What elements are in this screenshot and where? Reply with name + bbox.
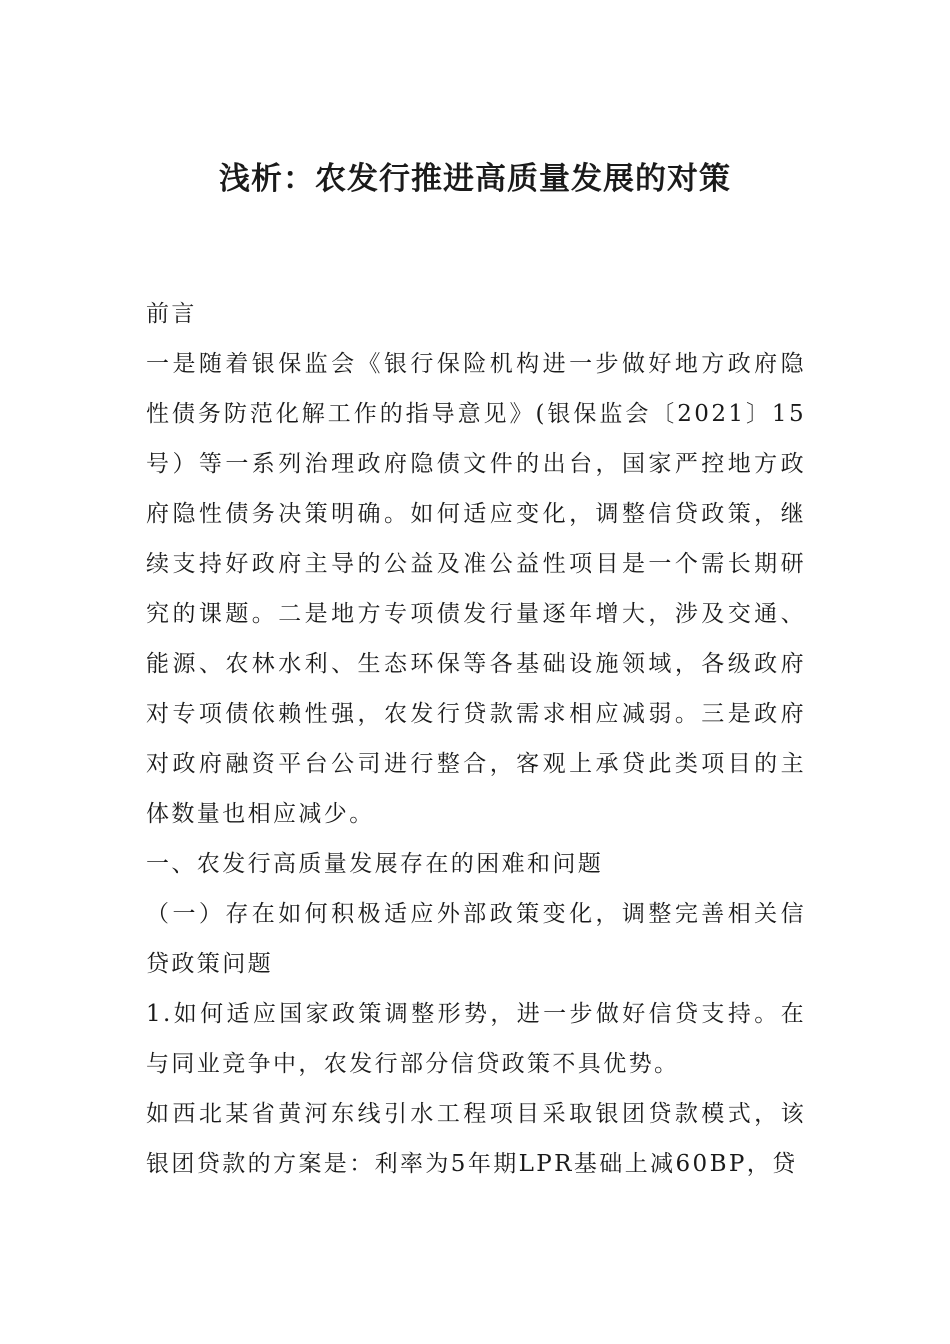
section-heading: 一、农发行高质量发展存在的困难和问题 bbox=[146, 851, 604, 877]
paragraph: 如西北某省黄河东线引水工程项目采取银团贷款模式，该银团贷款的方案是：利率为5年期LPR基础上减60BP，贷 bbox=[146, 1101, 806, 1177]
paragraph: 1.如何适应国家政策调整形势，进一步做好信贷支持。在与同业竞争中，农发行部分信贷政策不具优势。 bbox=[146, 1001, 806, 1077]
paragraph: 一是随着银保监会《银行保险机构进一步做好地方政府隐性债务防范化解工作的指导意见》(银保监会〔2021〕15号）等一系列治理政府隐债文件的出台，国家严控地方政府隐性债务决策明确。如何适应变化，调整信贷政策，继续支持好政府主导的公益及准公益性项目是一个需长期研究的课题。二是地方专项债发行量逐年增大，涉及交通、能源、农林水利、生态环保等各基础设施领域，各级政府对专项债依赖性强，农发行贷款需求相应减弱。三是政府对政府融资平台公司进行整合，客观上承贷此类项目的主体数量也相应减少。 bbox=[146, 351, 806, 827]
document-title: 浅析：农发行推进高质量发展的对策 bbox=[219, 161, 731, 197]
section-heading-preface: 前言 bbox=[146, 301, 197, 327]
subsection-heading: （一）存在如何积极适应外部政策变化，调整完善相关信贷政策问题 bbox=[146, 901, 806, 977]
document-body bbox=[146, 289, 806, 1189]
